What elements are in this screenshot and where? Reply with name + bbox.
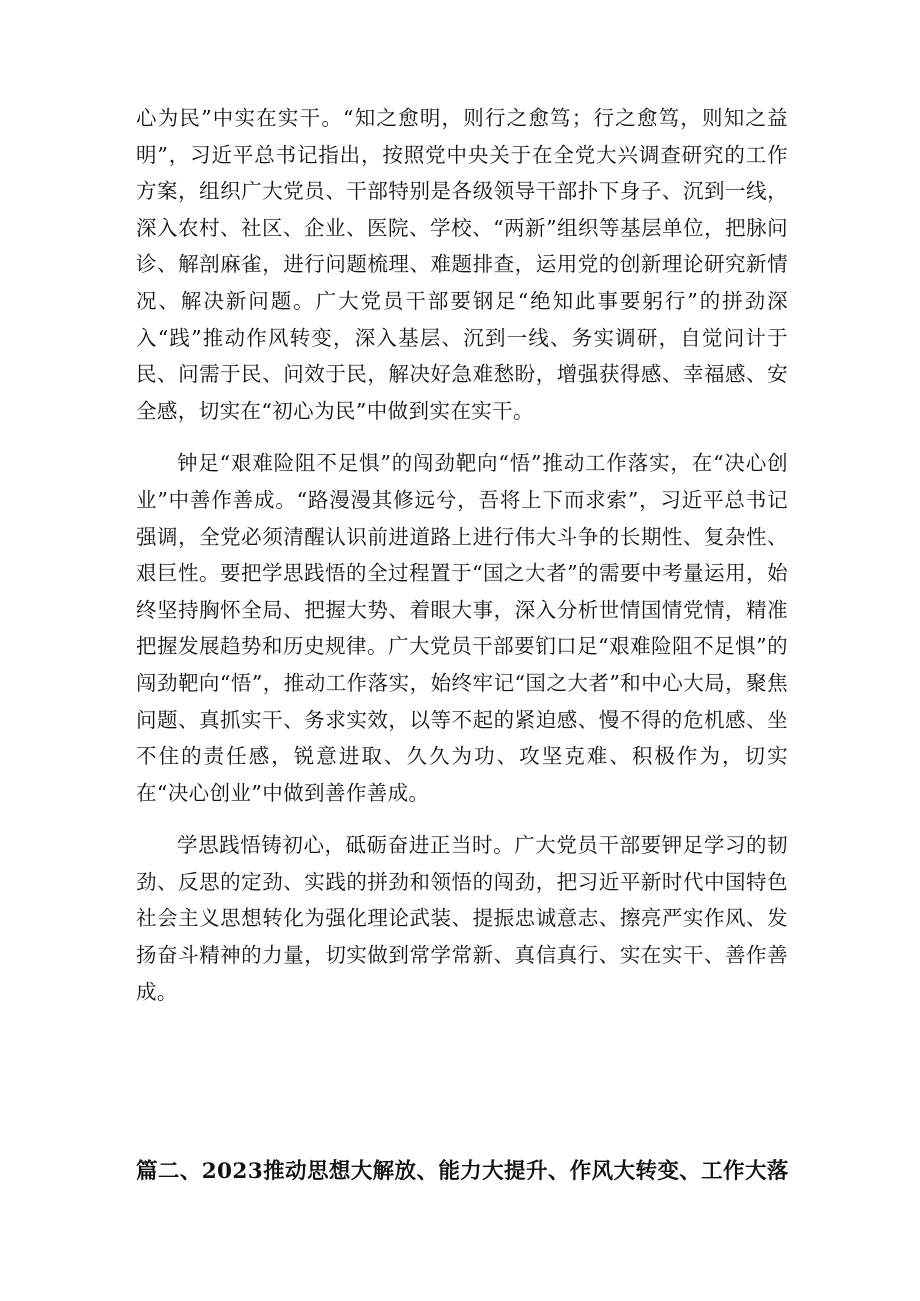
paragraph-continued: 心为民”中实在实干。“知之愈明，则行之愈笃；行之愈笃，则知之益明”，习近平总书记指出，按照党中央关于在全党大兴调查研究的工作方案，组织广大党员、干部特别是各级领导干部扑下身子、沉到一线，深入农村、社区、企业、医院、学校、“两新”组织等基层单位，把脉问诊、解剖麻雀，进行问题梳理、难题排查，运用党的创新理论研究新情况、解决新问题。广大党员干部要钢足“绝知此事要躬行”的拼劲深入“践”推动作风转变，深入基层、沉到一线、务实调研，自觉问计于民、问需于民、问效于民，解决好急难愁盼，增强获得感、幸福感、安全感，切实在“初心为民”中做到实在实干。 <box>136 106 788 423</box>
paragraph-3: 学思践悟铸初心，砥砺奋进正当时。广大党员干部要钾足学习的韧劲、反思的定劲、实践的拼劲和领悟的闯劲，把习近平新时代中国特色社会主义思想转化为强化理论武装、提振忠诚意志、擦亮严实作风、发扬奋斗精神的力量，切实做到常学常新、真信真行、实在实干、善作善成。 <box>136 833 788 1004</box>
section-heading: 篇二、2023推动思想大解放、能力大提升、作风大转变、工作大落 <box>136 1159 789 1184</box>
paragraph-2: 钟足“艰难险阻不足惧”的闯劲靶向“悟”推动工作落实，在“决心创业”中善作善成。“路漫漫其修远兮，吾将上下而求索”，习近平总书记强调，全党必须清醒认识前进道路上进行伟大斗争的长期性、复杂性、艰巨性。要把学思践悟的全过程置于“国之大者”的需要中考量运用，始终坚持胸怀全局、把握大势、着眼大事，深入分析世情国情党情，精准把握发展趋势和历史规律。广大党员干部要钔口足“艰难险阻不足惧”的闯劲靶向“悟”，推动工作落实，始终牢记“国之大者”和中心大局，聚焦问题、真抓实干、务求实效，以等不起的紧迫感、慢不得的危机感、坐不住的责任感，锐意进取、久久为功、攻坚克难、积极作为，切实在“决心创业”中做到善作善成。 <box>136 451 788 805</box>
